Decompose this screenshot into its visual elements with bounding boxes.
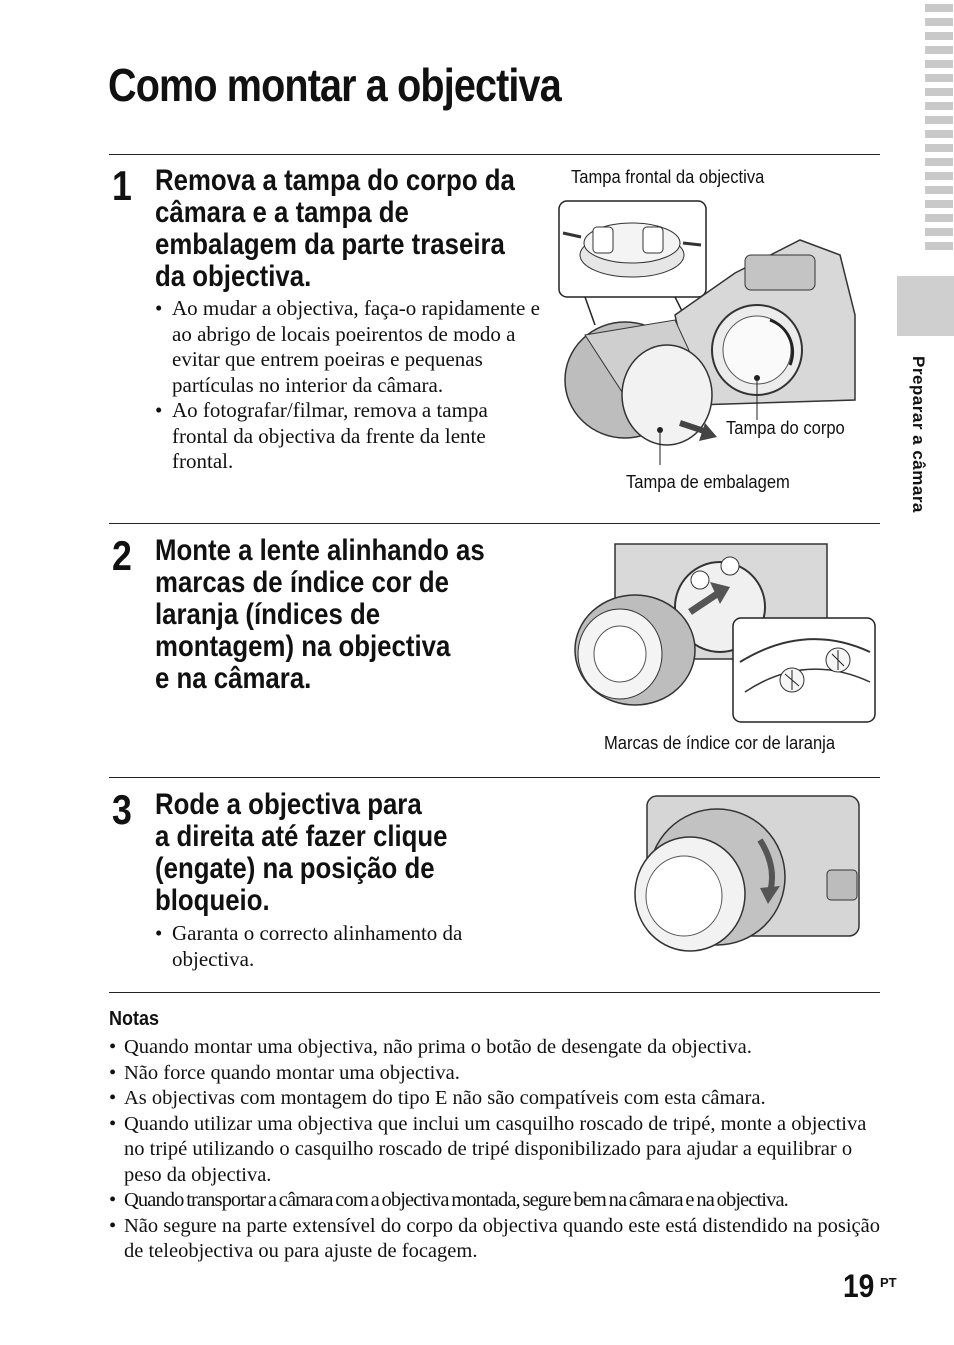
note-item: • Quando utilizar uma objectiva que inclui um casquilho roscado de tripé, monte a objectiva no tripé utilizando o casquilho roscado de tripé disponibilizado para ajudar a equilibrar o peso da objectiva. [109, 1112, 884, 1189]
page-title: Como montar a objectiva [108, 59, 561, 111]
caption-index-marks: Marcas de índice cor de laranja [604, 733, 836, 753]
page-language-suffix: PT [880, 1275, 897, 1290]
step-1-bullets [155, 296, 540, 475]
lens-mount-alignment-illustration [570, 542, 880, 727]
step-3-bullet: • Garanta o correcto alinhamento da objectiva. [155, 921, 495, 972]
step-1-bullet: • Ao mudar a objectiva, faça-o rapidamente e ao abrigo de locais poeirentos de modo a evitar que entrem poeiras e pequenas partículas no interior da câmara. [155, 296, 540, 398]
step-3-number: 3 [112, 786, 132, 833]
step-2-number: 2 [112, 532, 132, 579]
note-item: • As objectivas com montagem do tipo E não são compatíveis com esta câmara. [109, 1086, 884, 1112]
side-index-stripes [925, 4, 953, 256]
note-item: • Não segure na parte extensível do corpo da objectiva quando este está distendido na posição de teleobjectiva ou para ajuste de focagem. [109, 1214, 884, 1265]
divider-top [109, 154, 880, 155]
notes-heading: Notas [109, 1008, 160, 1030]
notes-list [109, 1035, 884, 1265]
divider-step-2 [109, 523, 880, 524]
step-1-number: 1 [112, 162, 132, 209]
lens-rotate-lock-illustration [622, 792, 867, 957]
page-number: 19 [843, 1268, 875, 1304]
step-3-bullets [155, 921, 495, 972]
divider-notes [109, 992, 880, 993]
step-1-bullet: • Ao fotografar/filmar, remova a tampa frontal da objectiva da frente da lente frontal. [155, 398, 540, 475]
step-3-heading: Rode a objectiva para a direita até fazer clique (engate) na posição de bloqueio. [155, 788, 448, 917]
caption-rear-cap: Tampa de embalagem [626, 472, 790, 492]
caption-front-cap: Tampa frontal da objectiva [571, 167, 765, 187]
caption-body-cap: Tampa do corpo [726, 418, 845, 438]
side-section-label: Preparar a câmara [909, 356, 928, 513]
divider-step-3 [109, 777, 880, 778]
note-item: • Quando montar uma objectiva, não prima o botão de desengate da objectiva. [109, 1035, 884, 1061]
note-item: • Não force quando montar uma objectiva. [109, 1061, 884, 1087]
step-1-heading: Remova a tampa do corpo da câmara e a tampa de embalagem da parte traseira da objectiva. [155, 164, 515, 293]
side-section-tab [897, 276, 954, 336]
note-item: • Quando transportar a câmara com a objectiva montada, segure bem na câmara e na objectiva. [109, 1188, 884, 1214]
step-2-heading: Monte a lente alinhando as marcas de índice cor de laranja (índices de montagem) na objectiva e na câmara. [155, 534, 485, 695]
lens-cap-removal-illustration [555, 195, 880, 470]
